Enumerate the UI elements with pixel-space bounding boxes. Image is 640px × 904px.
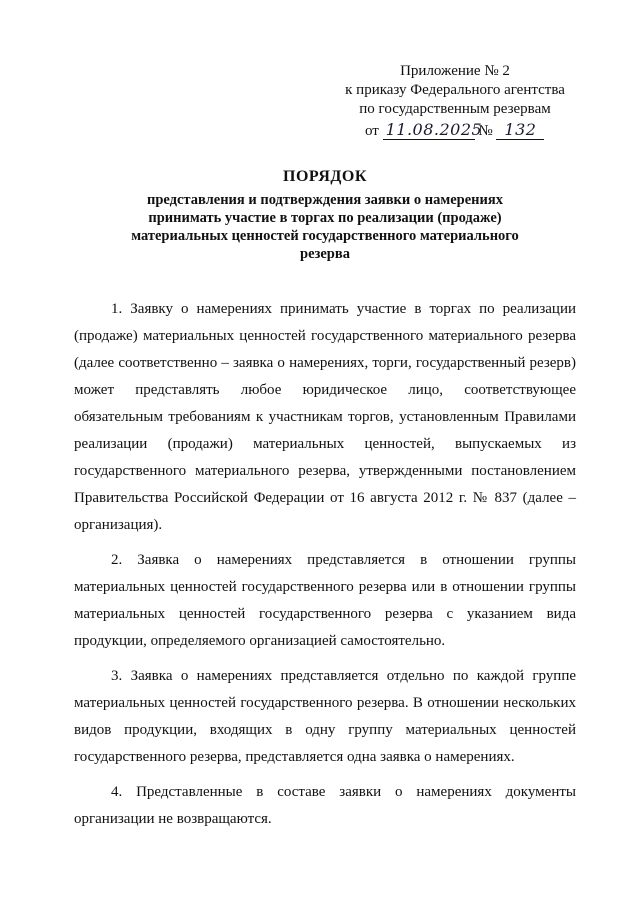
document-subtitle: представления и подтверждения заявки о намерениях принимать участие в торгах по реализации (продаже) материальных ценностей государственного материального резерва [131,192,519,262]
appendix-header [330,62,580,141]
document-body [74,296,576,841]
document-title-block [110,166,540,263]
paragraph-1: 1. Заявку о намерениях принимать участие в торгах по реализации (продаже) материальных ценностей государственного материального резерва (далее соответственно – заявка о намерениях, торги, государственный резерв) может представлять любое юридическое лицо, соответствующее обязательным требованиям к участникам торгов, установленным Правилами реализации (продажи) материальных ценностей, выпускаемых из государственного материального резерва, утвержденными постановлением Правительства Российской Федерации от 16 августа 2012 г. № 837 (далее – организация). [74,301,576,533]
paragraph-2: 2. Заявка о намерениях представляется в отношении группы материальных ценностей государственного резерва или в отношении группы материальных ценностей государственного резерва с указанием вида продукции, определяемого организацией самостоятельно. [74,552,576,649]
number-label: № [478,123,493,139]
appendix-title: Приложение № 2 [400,63,510,79]
handwritten-date: 11.08.2025 [383,120,475,140]
from-label: от [365,123,379,139]
paragraph-3: 3. Заявка о намерениях представляется отдельно по каждой группе материальных ценностей государственного резерва. В отношении нескольких видов продукции, входящих в одну группу материальных ценностей государственного резерва, представляется одна заявка о намерениях. [74,668,576,765]
handwritten-number: 132 [496,120,544,140]
document-title: ПОРЯДОК [283,168,367,185]
paragraph-4: 4. Представленные в составе заявки о намерениях документы организации не возвращаются. [74,784,576,827]
appendix-order-ref: к приказу Федерального агентства [345,82,565,98]
appendix-agency: по государственным резервам [359,101,551,117]
appendix-date-number-line [330,120,580,141]
